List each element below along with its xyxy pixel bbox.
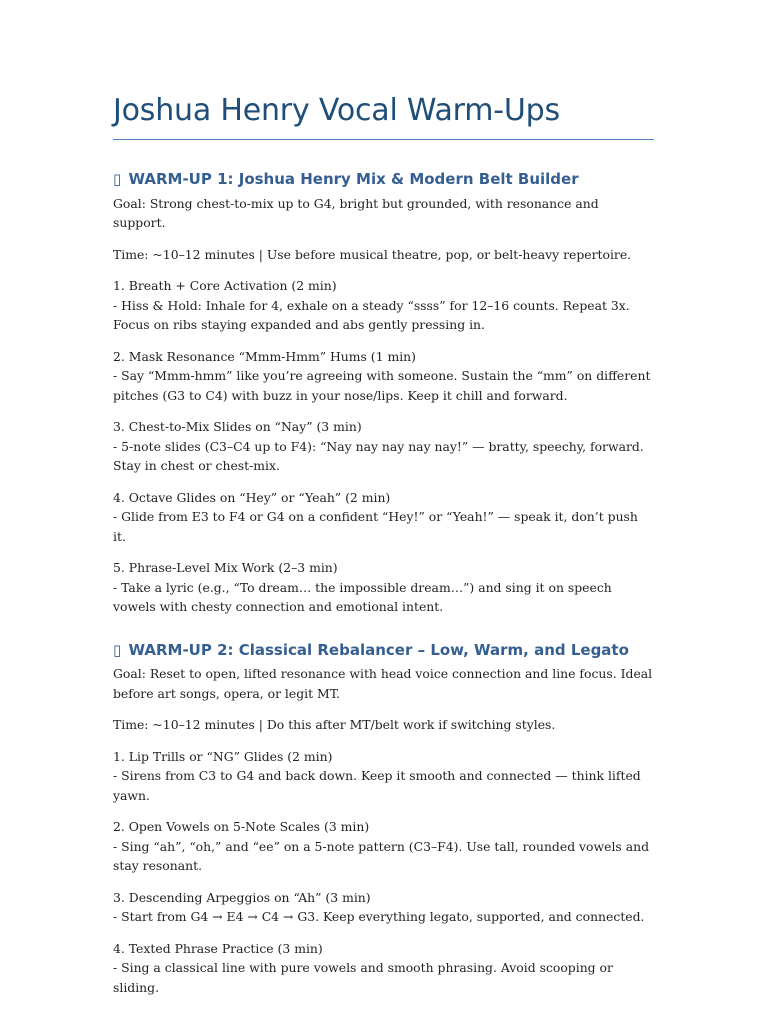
- step-title: 2. Open Vowels on 5-Note Scales (3 min): [113, 819, 370, 834]
- step-item: [113, 558, 654, 617]
- step-item: [113, 417, 654, 476]
- step-title: 5. Phrase-Level Mix Work (2–3 min): [113, 560, 338, 575]
- section-heading: [113, 170, 654, 190]
- step-detail: - Take a lyric (e.g., “To dream… the impossible dream…”) and sing it on speech vowels with chesty connection and emotional intent.: [113, 579, 612, 614]
- warmup-section-2: [113, 641, 654, 998]
- step-detail: - Sing a classical line with pure vowels and smooth phrasing. Avoid scooping or sliding.: [113, 960, 613, 995]
- section-heading-text: WARM-UP 2: Classical Rebalancer – Low, Warm, and Legato: [128, 640, 629, 659]
- goal-text: Goal: Reset to open, lifted resonance with head voice connection and line focus. Ideal before art songs, opera, or legit MT.: [113, 666, 653, 701]
- time-text: Time: ~10–12 minutes | Use before musical theatre, pop, or belt-heavy repertoire.: [113, 246, 632, 262]
- step-item: [113, 347, 654, 406]
- step-title: 4. Texted Phrase Practice (3 min): [113, 940, 323, 956]
- step-item: [113, 817, 654, 876]
- missing-glyph-icon: ▯: [113, 640, 122, 659]
- step-detail: - Say “Mmm-hmm” like you’re agreeing with someone. Sustain the “mm” on different pitches (G3 to C4) with buzz in your nose/lips. Keep it chill and forward.: [113, 368, 651, 403]
- step-detail: - Start from G4 → E4 → C4 → G3. Keep everything legato, supported, and connected.: [113, 909, 645, 924]
- step-item: [113, 939, 654, 998]
- step-title: 3. Descending Arpeggios on “Ah” (3 min): [113, 889, 371, 905]
- step-item: [113, 747, 654, 806]
- step-title: 4. Octave Glides on “Hey” or “Yeah” (2 min): [113, 489, 391, 505]
- warmup-section-1: [113, 170, 654, 617]
- step-title: 1. Breath + Core Activation (2 min): [113, 278, 337, 293]
- step-title: 2. Mask Resonance “Mmm-Hmm” Hums (1 min): [113, 348, 416, 364]
- missing-glyph-icon: ▯: [113, 170, 122, 188]
- step-detail: - Hiss & Hold: Inhale for 4, exhale on a steady “ssss” for 12–16 counts. Repeat 3x. Focus on ribs staying expanded and abs gently pressing in.: [113, 297, 630, 332]
- document-title: Joshua Henry Vocal Warm-Ups: [113, 88, 654, 140]
- step-detail: - Sirens from C3 to G4 and back down. Keep it smooth and connected — think lifted yawn.: [113, 768, 641, 803]
- step-detail: - Glide from E3 to F4 or G4 on a confident “Hey!” or “Yeah!” — speak it, don’t push it.: [113, 509, 638, 544]
- step-title: 1. Lip Trills or “NG” Glides (2 min): [113, 748, 333, 764]
- step-title: 3. Chest-to-Mix Slides on “Nay” (3 min): [113, 419, 362, 434]
- goal-text: Goal: Strong chest-to-mix up to G4, bright but grounded, with resonance and support.: [113, 195, 599, 230]
- step-item: [113, 276, 654, 335]
- time-text: Time: ~10–12 minutes | Do this after MT/belt work if switching styles.: [113, 717, 556, 732]
- step-item: [113, 488, 654, 547]
- step-item: [113, 888, 654, 927]
- section-heading-text: WARM-UP 1: Joshua Henry Mix & Modern Belt Builder: [128, 170, 579, 188]
- section-heading: [113, 641, 654, 661]
- step-detail: - 5-note slides (C3–C4 up to F4): “Nay nay nay nay nay!” — bratty, speechy, forward. Stay in chest or chest-mix.: [113, 438, 644, 473]
- step-detail: - Sing “ah”, “oh,” and “ee” on a 5-note pattern (C3–F4). Use tall, rounded vowels and stay resonant.: [113, 838, 650, 873]
